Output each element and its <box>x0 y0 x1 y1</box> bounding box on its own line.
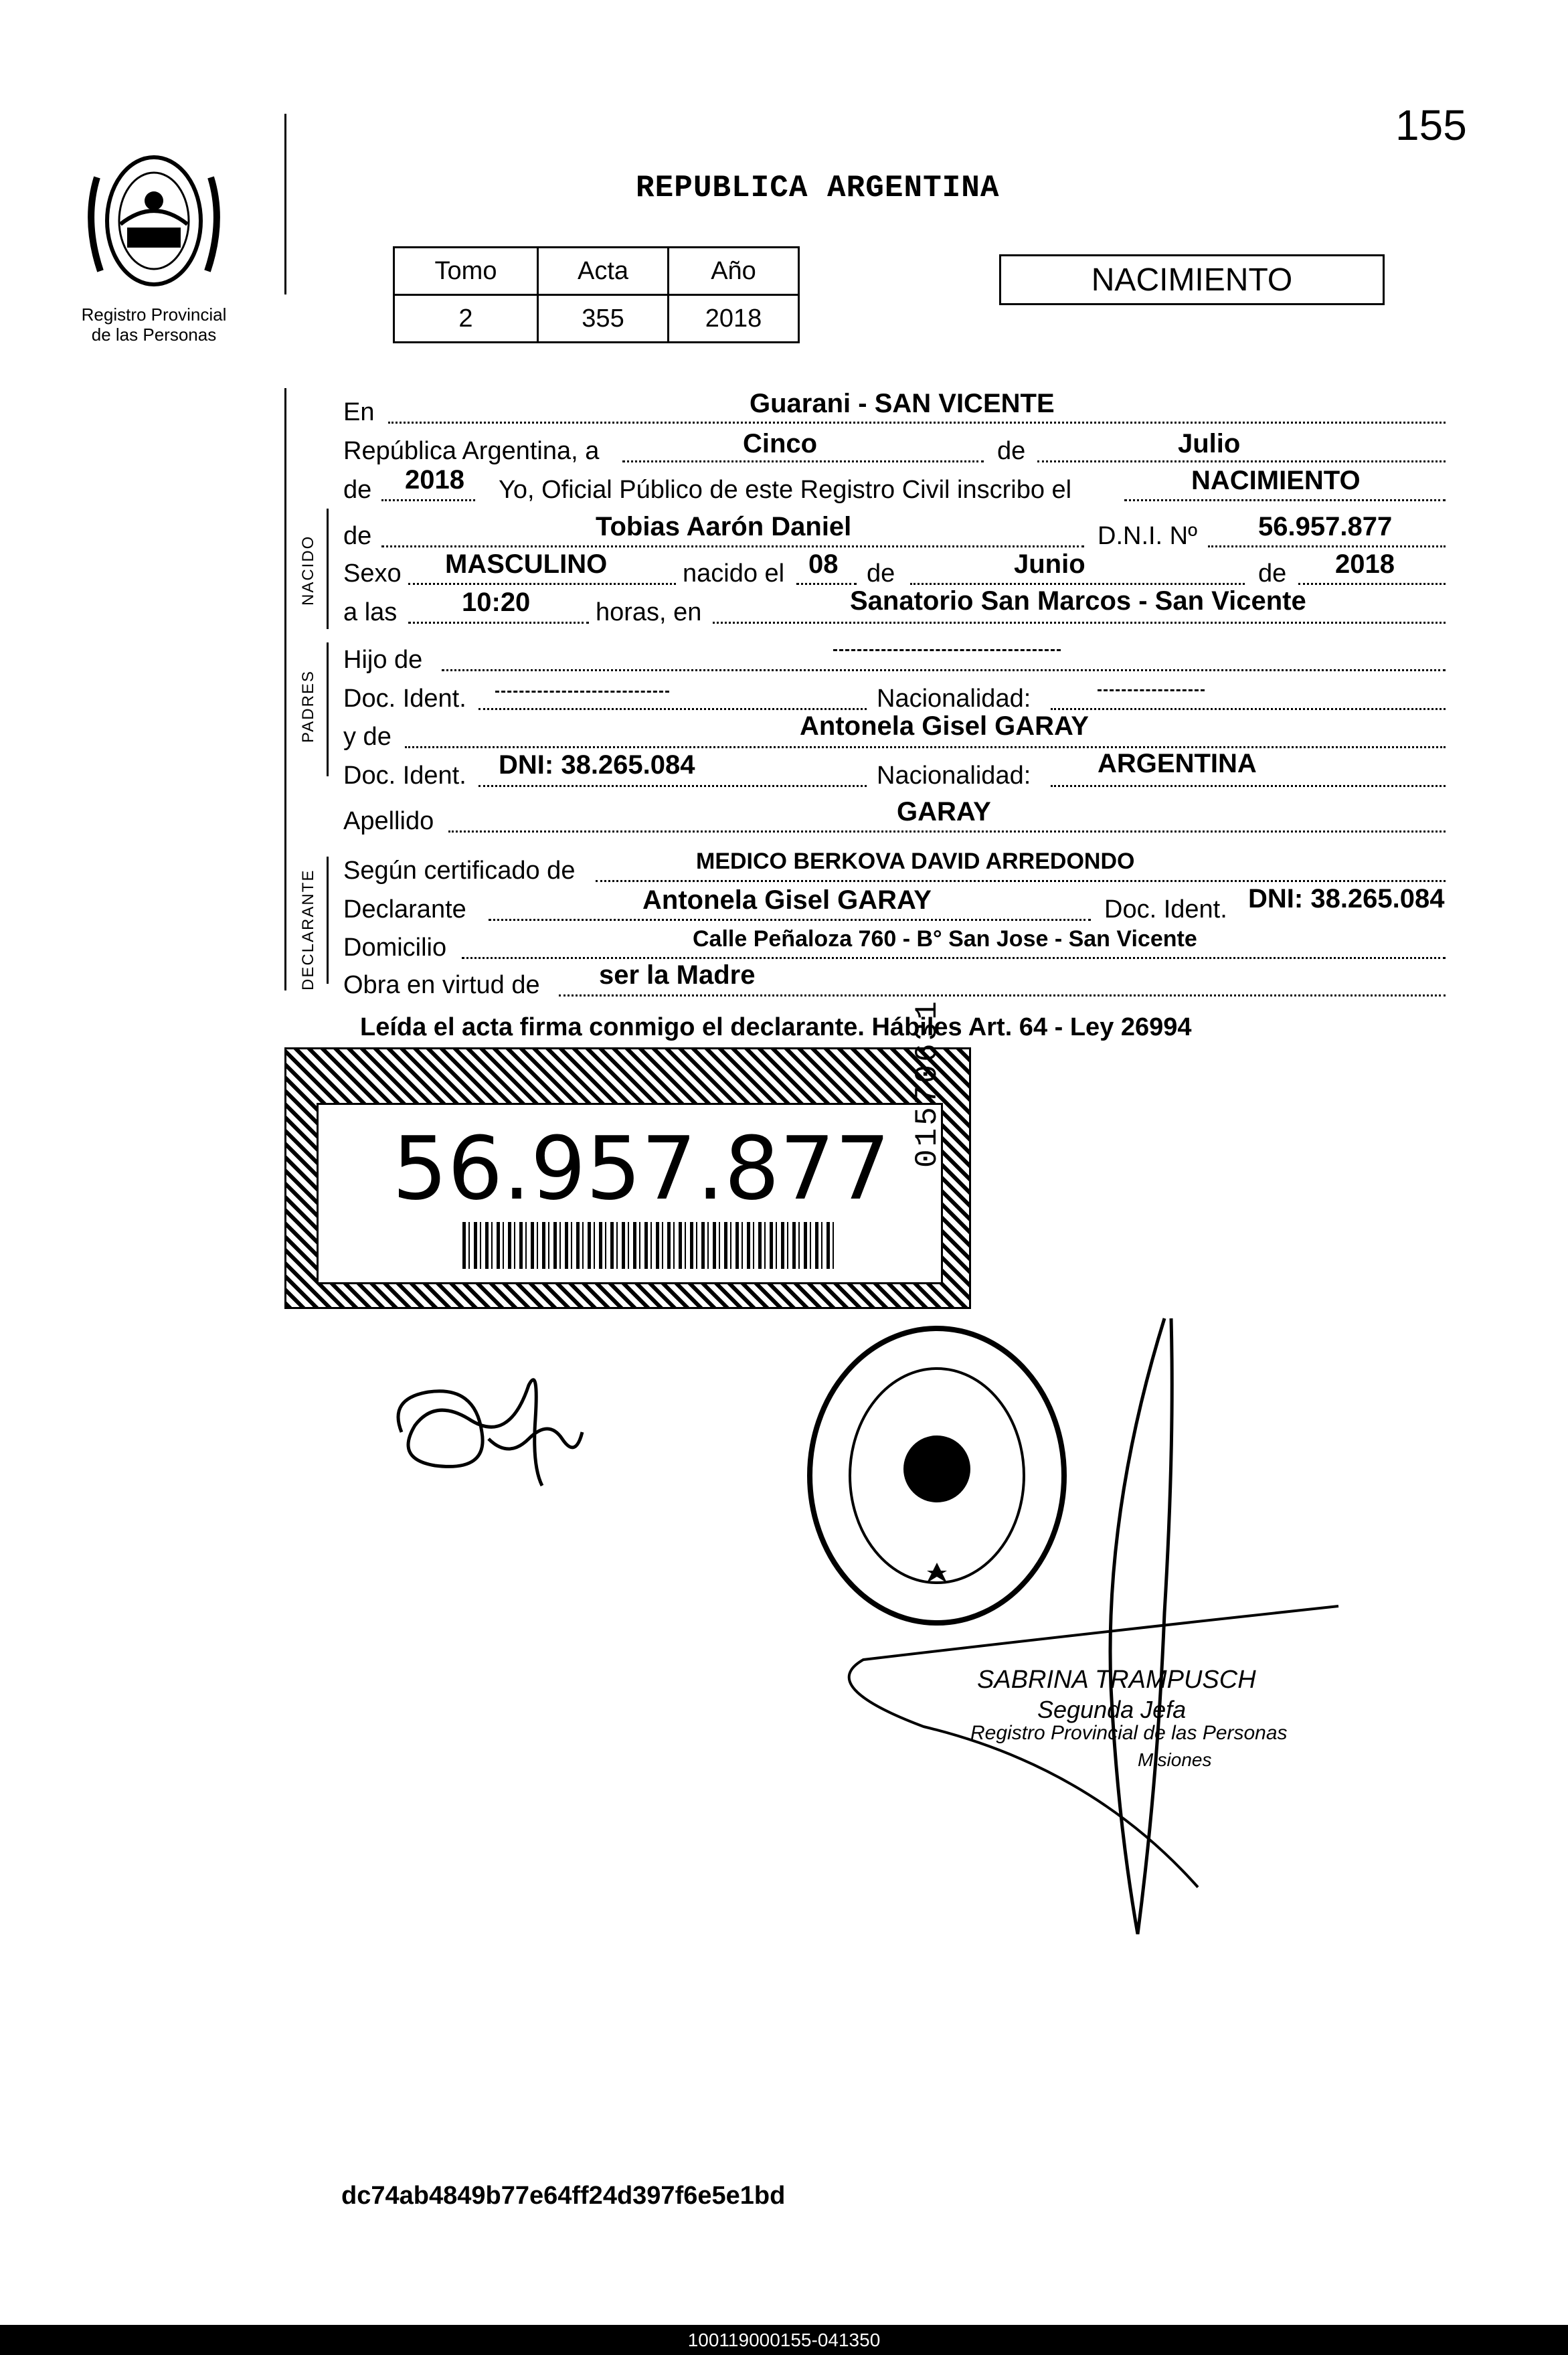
anio-value: 2018 <box>405 465 464 495</box>
hijo-label: Hijo de <box>343 646 423 674</box>
nacido-anio: 2018 <box>1335 549 1395 579</box>
dotted-line <box>405 746 1446 748</box>
de-label: de <box>997 437 1026 465</box>
logo-caption-line-2: de las Personas <box>91 325 217 345</box>
nacido-dia: 08 <box>808 549 839 579</box>
dotted-line <box>559 994 1446 996</box>
nac2-value: ARGENTINA <box>1098 749 1257 778</box>
nacido-de-label-2: de <box>1258 559 1287 588</box>
dotted-line <box>910 583 1245 585</box>
dotted-line <box>388 422 1446 424</box>
nacido-mes: Junio <box>1014 549 1085 579</box>
logo-caption-line-1: Registro Provincial <box>81 304 227 325</box>
margin-line <box>284 114 286 294</box>
section-bar <box>327 642 329 776</box>
dotted-line <box>1051 708 1446 710</box>
certificado-value: MEDICO BERKOVA DAVID ARREDONDO <box>696 849 1135 874</box>
dotted-line <box>796 583 857 585</box>
record-type-box: NACIMIENTO <box>999 254 1385 305</box>
republica-label: República Argentina, a <box>343 437 600 465</box>
dotted-line <box>478 708 867 710</box>
dia-value: Cinco <box>743 429 818 458</box>
madre-label: y de <box>343 723 391 751</box>
padres-section-label: PADRES <box>299 670 317 743</box>
dni-label: D.N.I. Nº <box>1098 522 1197 550</box>
legal-note: Leída el acta firma conmigo el declarante. Hábiles Art. 64 - Ley 26994 <box>360 1013 1192 1041</box>
anio-header: Año <box>669 248 799 295</box>
nacido-label: nacido el <box>683 559 785 588</box>
dotted-line <box>381 499 475 501</box>
dotted-line <box>713 622 1446 624</box>
province-coat-of-arms-logo <box>70 151 238 291</box>
obra-value: ser la Madre <box>599 960 756 990</box>
record-reference-table <box>393 246 800 343</box>
dotted-line <box>596 880 1446 882</box>
nac2-label: Nacionalidad: <box>877 762 1031 790</box>
dotted-line <box>1124 499 1446 501</box>
dotted-line <box>622 460 984 462</box>
doc1-label: Doc. Ident. <box>343 685 466 713</box>
section-bar <box>327 509 329 629</box>
blank-dash <box>495 691 669 693</box>
decl-doc-label: Doc. Ident. <box>1104 895 1227 924</box>
obra-label: Obra en virtud de <box>343 971 540 999</box>
horas-en-label: horas, en <box>596 598 702 626</box>
dotted-line <box>381 545 1084 547</box>
doc2-value: DNI: 38.265.084 <box>499 750 695 780</box>
nombre-label: de <box>343 522 372 550</box>
footer-id: 100119000155-041350 <box>0 2325 1568 2355</box>
tomo-value: 2 <box>394 295 538 343</box>
tomo-header: Tomo <box>394 248 538 295</box>
tipo-value: NACIMIENTO <box>1191 466 1361 495</box>
dotted-line <box>1037 460 1446 462</box>
anio-value: 2018 <box>669 295 799 343</box>
hora-label: a las <box>343 598 398 626</box>
section-bar <box>327 857 329 984</box>
madre-value: Antonela Gisel GARAY <box>800 711 1089 741</box>
signature-right <box>823 1312 1359 1941</box>
domicilio-label: Domicilio <box>343 934 447 962</box>
blank-dash <box>833 649 1061 651</box>
dotted-line <box>408 622 589 624</box>
signer-title: Segunda Jefa <box>1037 1696 1187 1723</box>
document-title: REPUBLICA ARGENTINA <box>636 171 1000 205</box>
apellido-value: GARAY <box>897 797 991 826</box>
declarante-section-label: DECLARANTE <box>299 869 317 990</box>
domicilio-value: Calle Peñaloza 760 - B° San Jose - San Vicente <box>693 926 1197 952</box>
dotted-line <box>1051 785 1446 787</box>
dotted-line <box>408 583 676 585</box>
margin-line <box>284 388 286 990</box>
apellido-label: Apellido <box>343 807 434 835</box>
mes-value: Julio <box>1178 429 1241 458</box>
nac1-label: Nacionalidad: <box>877 685 1031 713</box>
hora-value: 10:20 <box>462 588 531 617</box>
dni-sticker <box>284 1047 971 1309</box>
declarante-label: Declarante <box>343 895 466 924</box>
decl-doc-value: DNI: 38.265.084 <box>1248 884 1445 913</box>
sticker-serial: 01570631 <box>910 998 945 1168</box>
nacido-section-label: NACIDO <box>299 535 317 606</box>
blank-dash <box>1098 689 1205 691</box>
dotted-line <box>1298 583 1446 585</box>
sexo-value: MASCULINO <box>445 549 608 579</box>
dotted-line <box>478 785 867 787</box>
doc2-label: Doc. Ident. <box>343 762 466 790</box>
signature-left <box>375 1359 596 1506</box>
sexo-label: Sexo <box>343 559 402 588</box>
acta-value: 355 <box>538 295 669 343</box>
dotted-line <box>489 919 1091 921</box>
sticker-number: 56.957.877 <box>392 1118 891 1219</box>
page-number: 155 <box>1395 101 1467 149</box>
lugar-value: Sanatorio San Marcos - San Vicente <box>850 586 1306 616</box>
declarante-value: Antonela Gisel GARAY <box>642 885 932 915</box>
certificado-label: Según certificado de <box>343 857 576 885</box>
dotted-line <box>1208 545 1446 547</box>
dotted-line <box>448 831 1446 833</box>
dotted-line <box>442 669 1446 671</box>
acta-header: Acta <box>538 248 669 295</box>
document-hash: dc74ab4849b77e64ff24d397f6e5e1bd <box>341 2182 786 2210</box>
signer-office: Registro Provincial de las Personas <box>970 1722 1288 1744</box>
signer-name: SABRINA TRAMPUSCH <box>977 1666 1256 1694</box>
dotted-line <box>462 957 1446 959</box>
oficial-text: Yo, Oficial Público de este Registro Civil inscribo el <box>499 476 1072 504</box>
anio-label: de <box>343 476 372 504</box>
en-label: En <box>343 398 375 426</box>
nombre-value: Tobias Aarón Daniel <box>596 512 852 541</box>
logo-caption <box>64 304 244 345</box>
nacido-de-label-1: de <box>867 559 895 588</box>
sticker-panel <box>317 1103 943 1284</box>
signer-province: Misiones <box>1138 1749 1212 1770</box>
dni-value: 56.957.877 <box>1258 512 1393 541</box>
en-value: Guarani - SAN VICENTE <box>750 389 1055 418</box>
barcode <box>462 1222 837 1269</box>
